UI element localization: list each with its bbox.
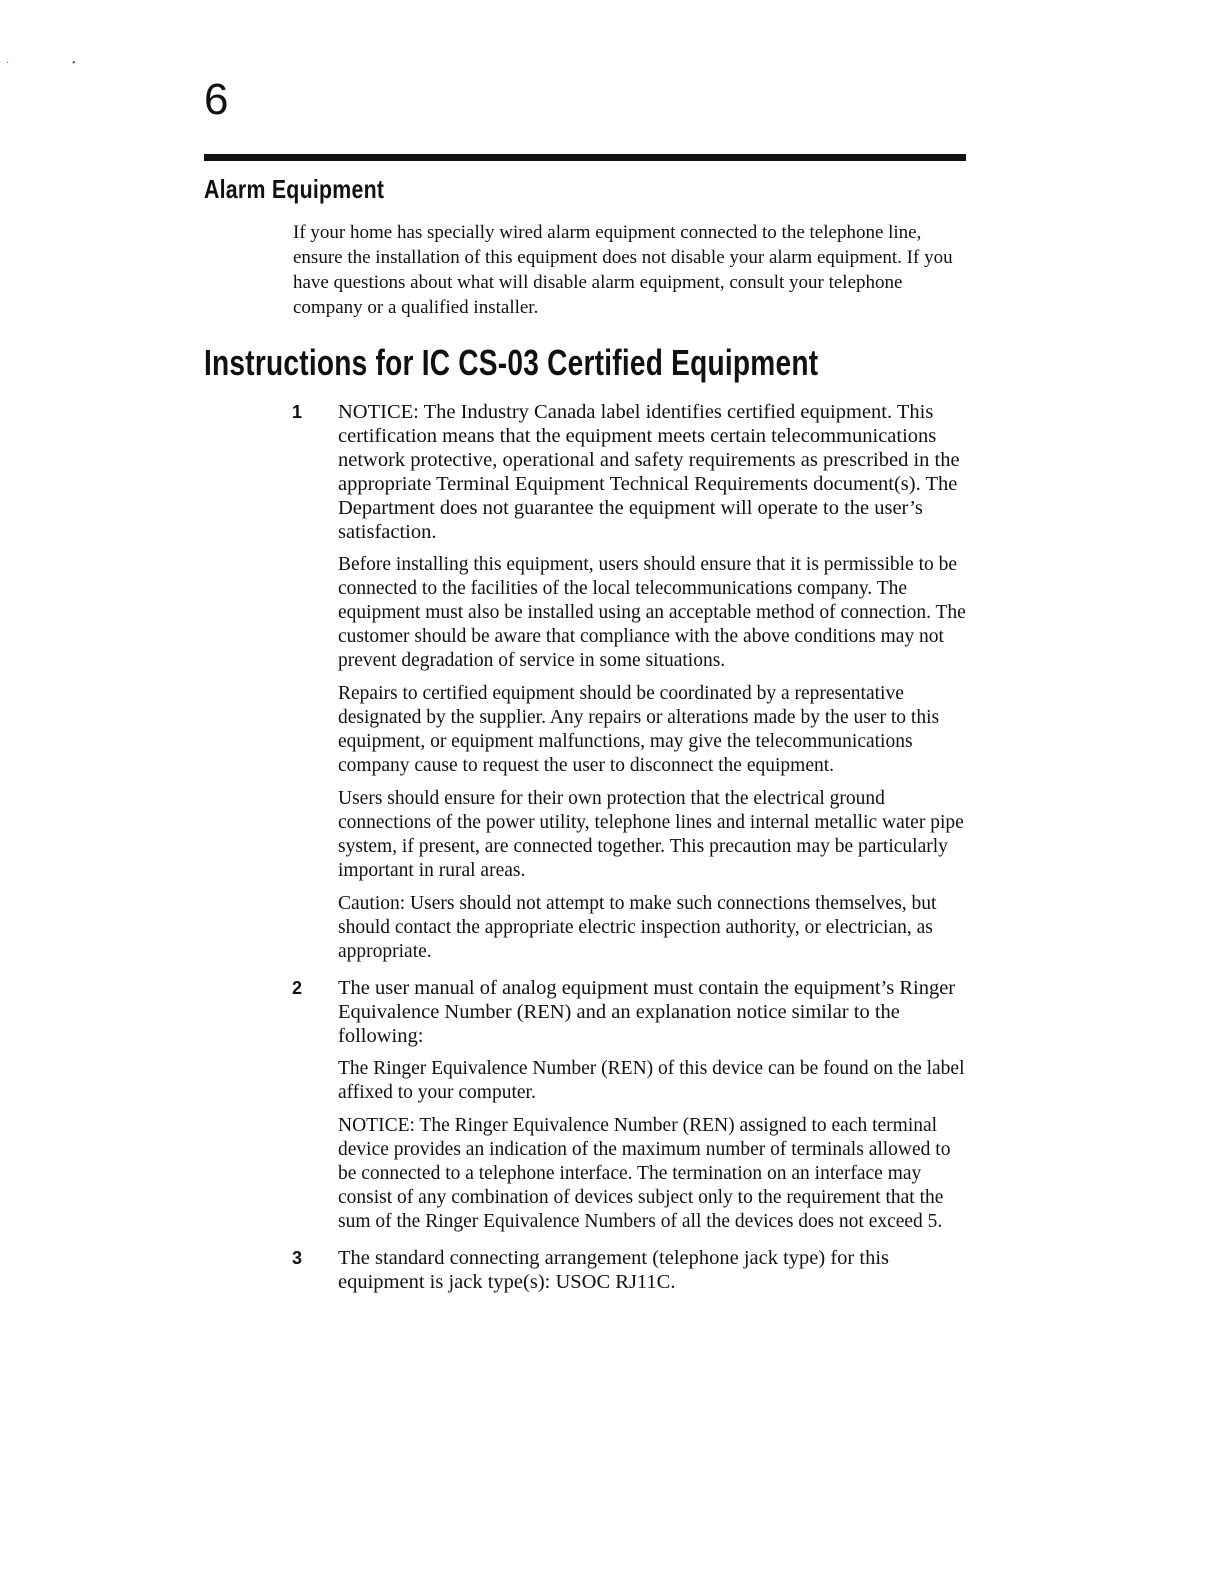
- notice-paragraph: The standard connecting arrangement (telephone jack type) for this equipment is jack type(s): USOC RJ11C.: [338, 1247, 889, 1293]
- notice-item-2: [292, 976, 972, 1234]
- page-number: 6: [204, 75, 229, 124]
- notice-item-1: [292, 400, 972, 964]
- notice-paragraph: The Ringer Equivalence Number (REN) of this device can be found on the label affixed to your computer.: [338, 1058, 965, 1103]
- alarm-equipment-heading: Alarm Equipment: [204, 174, 385, 204]
- notice-paragraph: NOTICE: The Industry Canada label identifies certified equipment. This certification means that the equipment meets certain telecommunications network protective, operational and safety requirements as prescribed in the appropriate Terminal Equipment Technical Requirements document(s). The Department does not guarantee the equipment will operate to the user’s satisfaction.: [338, 401, 960, 543]
- notice-paragraph: Users should ensure for their own protection that the electrical ground connections of the power utility, telephone lines and internal metallic water pipe system, if present, are connected together. This precaution may be particularly important in rural areas.: [338, 788, 964, 881]
- notice-item-3: [292, 1246, 972, 1294]
- notice-paragraph: NOTICE: The Ringer Equivalence Number (REN) assigned to each terminal device provides an indication of the maximum number of terminals allowed to be connected to a telephone interface. The termination on an interface may consist of any combination of devices subject only to the requirement that the sum of the Ringer Equivalence Numbers of all the devices does not exceed 5.: [338, 1115, 951, 1232]
- header-rule: [204, 154, 966, 161]
- notice-item-number: 1: [292, 402, 303, 422]
- notice-paragraph: Before installing this equipment, users should ensure that it is permissible to be connected to the facilities of the local telecommunications company. The equipment must also be installed using an acceptable method of connection. The customer should be aware that compliance with the above conditions may not prevent degradation of service in some situations.: [338, 554, 966, 671]
- notice-item-number: 2: [292, 978, 303, 998]
- alarm-equipment-paragraph: If your home has specially wired alarm equipment connected to the telephone line, ensure the installation of this equipment does not disable your alarm equipment. If you have questions about what will disable alarm equipment, consult your telephone company or a qualified installer.: [293, 222, 953, 318]
- notice-paragraph: Caution: Users should not attempt to make such connections themselves, but should contact the appropriate electric inspection authority, or electrician, as appropriate.: [338, 893, 937, 962]
- scan-speck: •: [72, 58, 76, 69]
- notice-item-number: 3: [292, 1248, 303, 1268]
- scan-speck: ·: [6, 58, 10, 69]
- notice-paragraph: Repairs to certified equipment should be coordinated by a representative designated by the supplier. Any repairs or alterations made by the user to this equipment, or equipment malfunctions, may give the telecommunications company cause to request the user to disconnect the equipment.: [338, 683, 940, 776]
- ic-notice-list: [292, 400, 972, 1306]
- notice-paragraph: The user manual of analog equipment must contain the equipment’s Ringer Equivalence Number (REN) and an explanation notice similar to the following:: [338, 977, 956, 1047]
- ic-cs03-heading: Instructions for IC CS-03 Certified Equipment: [204, 342, 819, 383]
